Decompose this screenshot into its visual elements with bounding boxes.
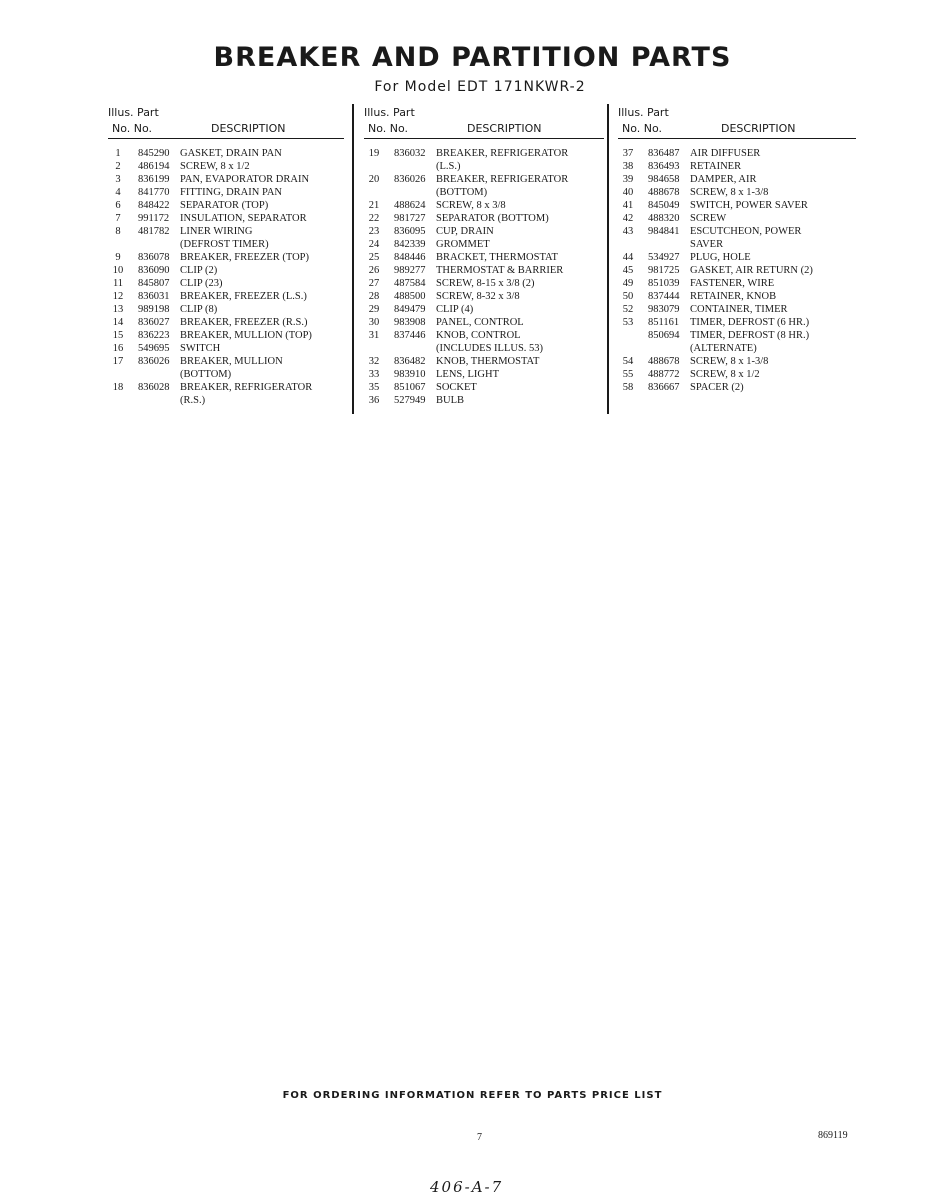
part-no-cell: 981725 <box>648 265 680 276</box>
part-no-cell: 549695 <box>138 343 170 354</box>
table-row <box>364 160 604 173</box>
part-no-cell: 836095 <box>394 226 426 237</box>
part-no-cell: 983910 <box>394 369 426 380</box>
column-header <box>108 104 344 139</box>
illus-no-cell: 6 <box>115 200 121 211</box>
part-no-cell: 841770 <box>138 187 170 198</box>
description-cell: SCREW, 8 x 1-3/8 <box>690 187 769 198</box>
table-row <box>108 303 344 316</box>
table-row <box>364 303 604 316</box>
table-row <box>108 290 344 303</box>
table-row <box>364 199 604 212</box>
description-cell: LINER WIRING <box>180 226 253 237</box>
parts-rows <box>364 147 604 407</box>
description-cell: THERMOSTAT & BARRIER <box>436 265 564 276</box>
description-cell: GROMMET <box>436 239 490 250</box>
header-no-no: No. No. <box>622 122 663 135</box>
part-no-cell: 837446 <box>394 330 426 341</box>
description-cell: (INCLUDES ILLUS. 53) <box>436 343 544 354</box>
illus-no-cell: 10 <box>112 265 124 276</box>
part-no-cell: 836027 <box>138 317 170 328</box>
illus-no-cell: 20 <box>368 174 380 185</box>
description-cell: CLIP (23) <box>180 278 223 289</box>
illus-no-cell: 38 <box>622 161 634 172</box>
part-no-cell: 836487 <box>648 148 680 159</box>
illus-no-cell: 11 <box>112 278 124 289</box>
description-cell: CLIP (2) <box>180 265 218 276</box>
parts-column-3 <box>618 104 856 394</box>
illus-no-cell <box>618 238 638 251</box>
table-row <box>108 160 344 173</box>
illus-no-cell: 35 <box>368 382 380 393</box>
parts-column-1 <box>108 104 344 407</box>
table-row <box>108 147 344 160</box>
illus-no-cell: 1 <box>115 148 121 159</box>
table-row <box>618 212 856 225</box>
part-no-cell <box>128 394 180 407</box>
column-header <box>618 104 856 139</box>
page-title: BREAKER AND PARTITION PARTS <box>213 42 732 73</box>
illus-no-cell: 25 <box>368 252 380 263</box>
illus-no-cell: 22 <box>368 213 380 224</box>
illus-no-cell <box>364 160 384 173</box>
illus-no-cell <box>364 342 384 355</box>
illus-no-cell: 45 <box>622 265 634 276</box>
table-row <box>364 368 604 381</box>
part-no-cell: 488678 <box>648 187 680 198</box>
illus-no-cell: 14 <box>112 317 124 328</box>
illus-no-cell <box>618 342 638 355</box>
description-cell: SCREW, 8 x 3/8 <box>436 200 506 211</box>
part-no-cell: 487584 <box>394 278 426 289</box>
part-no-cell: 848422 <box>138 200 170 211</box>
table-row <box>618 329 856 342</box>
column-divider <box>352 104 354 414</box>
table-row <box>108 186 344 199</box>
description-cell: BULB <box>436 395 465 406</box>
description-cell: ESCUTCHEON, POWER <box>690 226 802 237</box>
table-row <box>108 394 344 407</box>
description-cell: (BOTTOM) <box>180 369 232 380</box>
header-illus-part: Illus. Part <box>364 106 415 119</box>
part-no-cell: 836026 <box>394 174 426 185</box>
table-row <box>618 355 856 368</box>
illus-no-cell: 4 <box>115 187 121 198</box>
table-row <box>108 264 344 277</box>
part-no-cell: 534927 <box>648 252 680 263</box>
description-cell: CLIP (4) <box>436 304 474 315</box>
part-no-cell: 488772 <box>648 369 680 380</box>
table-row <box>364 238 604 251</box>
table-row <box>618 316 856 329</box>
table-row <box>618 160 856 173</box>
table-row <box>618 199 856 212</box>
table-row <box>618 368 856 381</box>
part-no-cell: 836667 <box>648 382 680 393</box>
table-row <box>618 381 856 394</box>
description-cell: (R.S.) <box>180 395 206 406</box>
table-row <box>618 225 856 238</box>
illus-no-cell: 3 <box>115 174 121 185</box>
part-no-cell: 836028 <box>138 382 170 393</box>
page-number: 7 <box>477 1132 482 1143</box>
illus-no-cell: 41 <box>622 200 634 211</box>
table-row <box>364 381 604 394</box>
part-no-cell: 989277 <box>394 265 426 276</box>
part-no-cell <box>384 160 436 173</box>
illus-no-cell: 15 <box>112 330 124 341</box>
description-cell: TIMER, DEFROST (6 HR.) <box>690 317 810 328</box>
header-illus-part: Illus. Part <box>618 106 669 119</box>
part-no-cell: 836032 <box>394 148 426 159</box>
part-no-cell: 836482 <box>394 356 426 367</box>
illus-no-cell: 12 <box>112 291 124 302</box>
illus-no-cell: 2 <box>115 161 121 172</box>
header-no-no: No. No. <box>368 122 409 135</box>
table-row <box>364 186 604 199</box>
table-row <box>364 264 604 277</box>
parts-rows <box>618 147 856 394</box>
part-no-cell <box>638 238 690 251</box>
part-no-cell: 527949 <box>394 395 426 406</box>
part-no-cell: 488624 <box>394 200 426 211</box>
illus-no-cell: 50 <box>622 291 634 302</box>
table-row <box>108 238 344 251</box>
description-cell: DAMPER, AIR <box>690 174 757 185</box>
part-no-cell: 836031 <box>138 291 170 302</box>
illus-no-cell <box>108 238 128 251</box>
description-cell: INSULATION, SEPARATOR <box>180 213 307 224</box>
part-no-cell <box>638 342 690 355</box>
illus-no-cell <box>108 394 128 407</box>
illus-no-cell: 44 <box>622 252 634 263</box>
illus-no-cell: 23 <box>368 226 380 237</box>
part-no-cell <box>128 368 180 381</box>
table-row <box>364 251 604 264</box>
illus-no-cell: 37 <box>622 148 634 159</box>
description-cell: SEPARATOR (TOP) <box>180 200 269 211</box>
table-row <box>364 329 604 342</box>
illus-no-cell: 18 <box>112 382 124 393</box>
part-no-cell: 836223 <box>138 330 170 341</box>
illus-no-cell: 29 <box>368 304 380 315</box>
illus-no-cell: 30 <box>368 317 380 328</box>
description-cell: KNOB, CONTROL <box>436 330 521 341</box>
illus-no-cell: 16 <box>112 343 124 354</box>
table-row <box>618 303 856 316</box>
part-no-cell <box>384 186 436 199</box>
table-row <box>618 173 856 186</box>
table-row <box>618 147 856 160</box>
illus-no-cell: 28 <box>368 291 380 302</box>
description-cell: FITTING, DRAIN PAN <box>180 187 282 198</box>
table-row <box>618 186 856 199</box>
part-no-cell: 984841 <box>648 226 680 237</box>
description-cell: PANEL, CONTROL <box>436 317 524 328</box>
part-no-cell: 845290 <box>138 148 170 159</box>
table-row <box>364 212 604 225</box>
part-no-cell: 488320 <box>648 213 680 224</box>
part-no-cell: 851161 <box>648 317 680 328</box>
description-cell: RETAINER, KNOB <box>690 291 777 302</box>
illus-no-cell <box>108 368 128 381</box>
illus-no-cell: 13 <box>112 304 124 315</box>
description-cell: GASKET, AIR RETURN (2) <box>690 265 813 276</box>
part-no-cell <box>384 342 436 355</box>
header-no-no: No. No. <box>112 122 153 135</box>
illus-no-cell: 36 <box>368 395 380 406</box>
table-row <box>364 290 604 303</box>
description-cell: BREAKER, FREEZER (R.S.) <box>180 317 308 328</box>
description-cell: (ALTERNATE) <box>690 343 757 354</box>
handwritten-note: 406-A-7 <box>430 1178 504 1196</box>
illus-no-cell: 31 <box>368 330 380 341</box>
table-row <box>108 212 344 225</box>
description-cell: SCREW, 8-15 x 3/8 (2) <box>436 278 535 289</box>
column-divider <box>607 104 609 414</box>
illus-no-cell: 40 <box>622 187 634 198</box>
table-row <box>108 225 344 238</box>
illus-no-cell: 54 <box>622 356 634 367</box>
part-no-cell <box>128 238 180 251</box>
illus-no-cell: 32 <box>368 356 380 367</box>
part-no-cell: 850694 <box>648 330 680 341</box>
table-row <box>364 225 604 238</box>
table-row <box>108 199 344 212</box>
table-row <box>108 342 344 355</box>
part-no-cell: 981727 <box>394 213 426 224</box>
part-no-cell: 983908 <box>394 317 426 328</box>
part-no-cell: 486194 <box>138 161 170 172</box>
illus-no-cell: 39 <box>622 174 634 185</box>
part-no-cell: 989198 <box>138 304 170 315</box>
header-description: DESCRIPTION <box>467 122 542 135</box>
description-cell: PAN, EVAPORATOR DRAIN <box>180 174 310 185</box>
part-no-cell: 837444 <box>648 291 680 302</box>
illus-no-cell: 42 <box>622 213 634 224</box>
illus-no-cell: 17 <box>112 356 124 367</box>
header-description: DESCRIPTION <box>211 122 286 135</box>
table-row <box>364 147 604 160</box>
illus-no-cell: 27 <box>368 278 380 289</box>
part-no-cell: 836090 <box>138 265 170 276</box>
description-cell: SCREW, 8 x 1-3/8 <box>690 356 769 367</box>
illus-no-cell: 21 <box>368 200 380 211</box>
illus-no-cell: 52 <box>622 304 634 315</box>
table-row <box>364 394 604 407</box>
description-cell: BREAKER, FREEZER (L.S.) <box>180 291 307 302</box>
illus-no-cell: 33 <box>368 369 380 380</box>
table-row <box>108 251 344 264</box>
table-row <box>108 381 344 394</box>
part-no-cell: 991172 <box>138 213 170 224</box>
description-cell: GASKET, DRAIN PAN <box>180 148 282 159</box>
table-row <box>618 264 856 277</box>
parts-rows <box>108 147 344 407</box>
description-cell: RETAINER <box>690 161 742 172</box>
description-cell: BREAKER, REFRIGERATOR <box>180 382 313 393</box>
table-row <box>618 342 856 355</box>
description-cell: PLUG, HOLE <box>690 252 751 263</box>
part-no-cell: 845049 <box>648 200 680 211</box>
description-cell: (DEFROST TIMER) <box>180 239 269 250</box>
description-cell: SPACER (2) <box>690 382 744 393</box>
illus-no-cell: 43 <box>622 226 634 237</box>
description-cell: CONTAINER, TIMER <box>690 304 788 315</box>
table-row <box>618 238 856 251</box>
description-cell: BRACKET, THERMOSTAT <box>436 252 558 263</box>
description-cell: (BOTTOM) <box>436 187 488 198</box>
illus-no-cell: 7 <box>115 213 121 224</box>
illus-no-cell: 53 <box>622 317 634 328</box>
description-cell: BREAKER, MULLION (TOP) <box>180 330 312 341</box>
description-cell: SCREW, 8-32 x 3/8 <box>436 291 520 302</box>
part-no-cell: 481782 <box>138 226 170 237</box>
description-cell: AIR DIFFUSER <box>690 148 761 159</box>
table-row <box>108 368 344 381</box>
part-no-cell: 851039 <box>648 278 680 289</box>
part-no-cell: 851067 <box>394 382 426 393</box>
table-row <box>618 251 856 264</box>
description-cell: SOCKET <box>436 382 477 393</box>
part-no-cell: 488500 <box>394 291 426 302</box>
part-no-cell: 836199 <box>138 174 170 185</box>
part-no-cell: 836493 <box>648 161 680 172</box>
illus-no-cell: 55 <box>622 369 634 380</box>
description-cell: CLIP (8) <box>180 304 218 315</box>
description-cell: SCREW <box>690 213 727 224</box>
table-row <box>108 316 344 329</box>
illus-no-cell: 9 <box>115 252 121 263</box>
part-no-cell: 848446 <box>394 252 426 263</box>
description-cell: SCREW, 8 x 1/2 <box>690 369 760 380</box>
parts-column-2 <box>364 104 604 407</box>
header-description: DESCRIPTION <box>721 122 796 135</box>
illus-no-cell <box>364 186 384 199</box>
ordering-footer: FOR ORDERING INFORMATION REFER TO PARTS PRICE LIST <box>282 1090 663 1101</box>
table-row <box>364 342 604 355</box>
table-row <box>618 277 856 290</box>
description-cell: SAVER <box>690 239 724 250</box>
illus-no-cell <box>618 329 638 342</box>
table-row <box>364 316 604 329</box>
description-cell: SEPARATOR (BOTTOM) <box>436 213 549 224</box>
illus-no-cell: 8 <box>115 226 121 237</box>
column-header <box>364 104 604 139</box>
description-cell: SWITCH, POWER SAVER <box>690 200 808 211</box>
illus-no-cell: 24 <box>368 239 380 250</box>
description-cell: SWITCH <box>180 343 221 354</box>
description-cell: BREAKER, FREEZER (TOP) <box>180 252 310 263</box>
description-cell: KNOB, THERMOSTAT <box>436 356 540 367</box>
table-row <box>364 173 604 186</box>
part-no-cell: 488678 <box>648 356 680 367</box>
part-no-cell: 836026 <box>138 356 170 367</box>
description-cell: CUP, DRAIN <box>436 226 494 237</box>
part-no-cell: 842339 <box>394 239 426 250</box>
table-row <box>618 290 856 303</box>
part-no-cell: 836078 <box>138 252 170 263</box>
description-cell: SCREW, 8 x 1/2 <box>180 161 250 172</box>
table-row <box>108 277 344 290</box>
table-row <box>108 355 344 368</box>
description-cell: BREAKER, REFRIGERATOR <box>436 148 569 159</box>
illus-no-cell: 19 <box>368 148 380 159</box>
part-no-cell: 983079 <box>648 304 680 315</box>
model-subtitle: For Model EDT 171NKWR-2 <box>374 79 586 95</box>
illus-no-cell: 49 <box>622 278 634 289</box>
description-cell: TIMER, DEFROST (8 HR.) <box>690 330 810 341</box>
part-no-cell: 845807 <box>138 278 170 289</box>
description-cell: BREAKER, MULLION <box>180 356 283 367</box>
description-cell: (L.S.) <box>436 161 461 172</box>
description-cell: BREAKER, REFRIGERATOR <box>436 174 569 185</box>
table-row <box>364 277 604 290</box>
description-cell: LENS, LIGHT <box>436 369 499 380</box>
illus-no-cell: 58 <box>622 382 634 393</box>
description-cell: FASTENER, WIRE <box>690 278 775 289</box>
table-row <box>108 329 344 342</box>
part-no-cell: 984658 <box>648 174 680 185</box>
table-row <box>108 173 344 186</box>
illus-no-cell: 26 <box>368 265 380 276</box>
header-illus-part: Illus. Part <box>108 106 159 119</box>
document-code: 869119 <box>818 1130 848 1141</box>
part-no-cell: 849479 <box>394 304 426 315</box>
table-row <box>364 355 604 368</box>
